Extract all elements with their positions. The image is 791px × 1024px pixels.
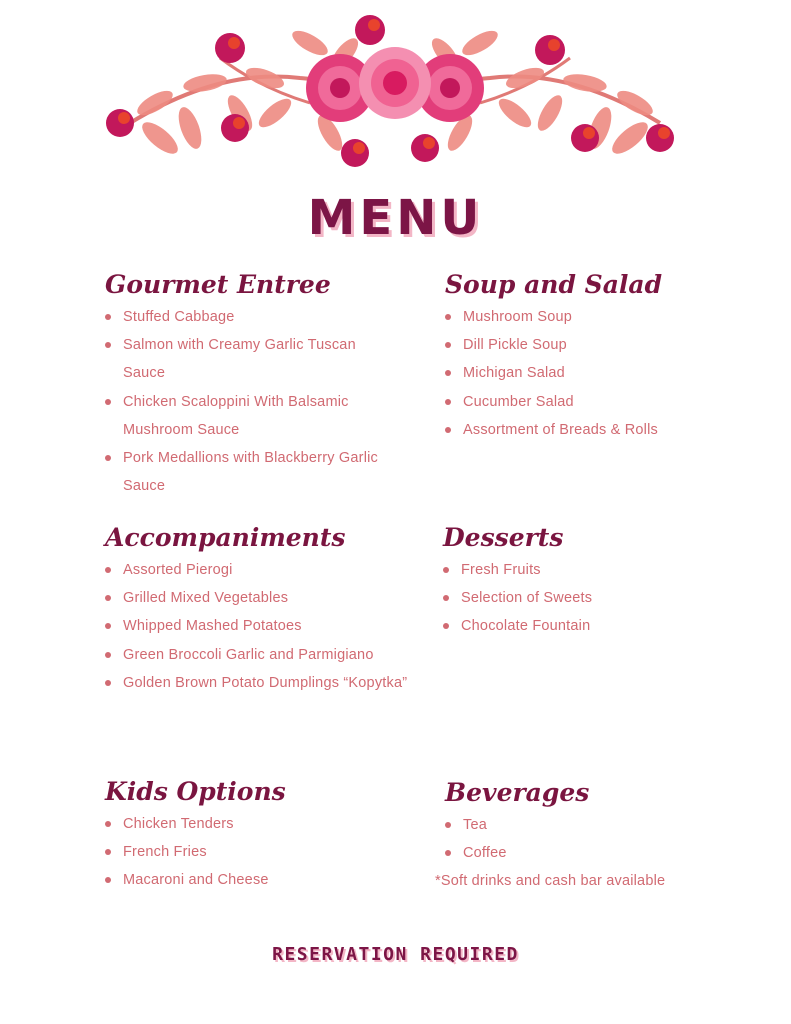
list-item: Coffee <box>445 839 745 867</box>
reservation-note: RESERVATION REQUIRED <box>272 944 519 965</box>
list-item: Selection of Sweets <box>443 584 743 612</box>
list-item: Chicken Tenders <box>105 810 405 838</box>
list-item: Fresh Fruits <box>443 556 743 584</box>
list-item: Assortment of Breads & Rolls <box>445 416 745 444</box>
section-accompaniments <box>105 523 425 697</box>
section-heading: Accompaniments <box>105 523 346 552</box>
list-item: Dill Pickle Soup <box>445 331 745 359</box>
list-item: Macaroni and Cheese <box>105 866 405 894</box>
list-item: Tea <box>445 811 745 839</box>
list-item: Whipped Mashed Potatoes <box>105 612 425 640</box>
list-item: Chicken Scaloppini With Balsamic Mushroom Sauce <box>105 388 390 444</box>
section-heading: Soup and Salad <box>445 270 663 299</box>
section-kids-options <box>105 777 405 895</box>
list-item: Chocolate Fountain <box>443 612 743 640</box>
list-item: Salmon with Creamy Garlic Tuscan Sauce <box>105 331 390 387</box>
list-item: Stuffed Cabbage <box>105 303 390 331</box>
list-item: Cucumber Salad <box>445 388 745 416</box>
section-heading: Gourmet Entree <box>105 270 331 299</box>
list-item: Pork Medallions with Blackberry Garlic Sauce <box>105 444 390 500</box>
list-item: Mushroom Soup <box>445 303 745 331</box>
beverages-note: *Soft drinks and cash bar available <box>435 873 666 890</box>
section-heading: Beverages <box>445 778 590 807</box>
section-heading: Desserts <box>443 523 564 552</box>
list-item: Green Broccoli Garlic and Parmigiano <box>105 641 425 669</box>
menu-title: MENU <box>307 190 484 246</box>
list-item: French Fries <box>105 838 405 866</box>
list-item: Michigan Salad <box>445 359 745 387</box>
section-desserts <box>443 523 743 641</box>
list-item: Assorted Pierogi <box>105 556 425 584</box>
section-gourmet-entree <box>105 270 390 500</box>
list-item: Grilled Mixed Vegetables <box>105 584 425 612</box>
list-item: Golden Brown Potato Dumplings “Kopytka” <box>105 669 425 697</box>
floral-garland-illustration <box>100 8 690 178</box>
section-beverages <box>435 778 745 895</box>
section-soup-and-salad <box>445 270 745 444</box>
section-heading: Kids Options <box>105 777 286 806</box>
